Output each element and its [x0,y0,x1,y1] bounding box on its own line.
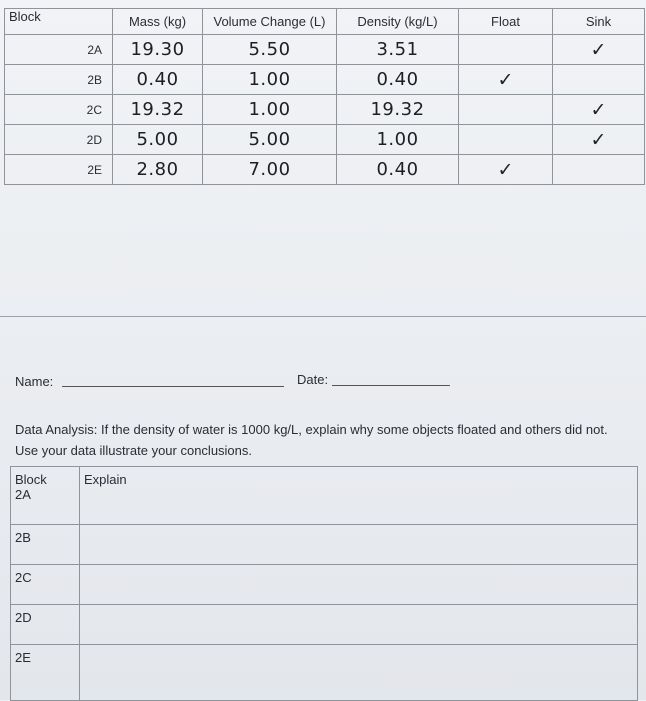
row-density: 0.40 [337,155,459,185]
table-row [5,155,645,185]
header-density: Density (kg/L) [337,9,459,35]
table-row [11,605,638,645]
table-row [11,525,638,565]
date-field-line[interactable] [332,385,450,386]
prompt-line-2: Use your data illustrate your conclusions. [15,443,253,458]
table-row [5,35,645,65]
analysis-explain-cell[interactable] [80,605,638,645]
row-mass: 19.30 [113,35,203,65]
analysis-row-label: 2B [11,525,80,565]
name-field-line[interactable] [62,386,284,387]
row-sink-check: ✓ [553,95,645,125]
date-label: Date: [297,372,329,387]
row-sink-check: ✓ [553,125,645,155]
row-float-check: ✓ [459,155,553,185]
row-float-check: ✓ [459,65,553,95]
row-block: 2A [5,35,113,65]
row-mass: 2.80 [113,155,203,185]
analysis-header-explain: Explain [84,472,127,487]
row-block: 2B [5,65,113,95]
header-volume: Volume Change (L) [203,9,337,35]
data-analysis-prompt [15,419,640,461]
row-sink-check [553,65,645,95]
prompt-line-1: Data Analysis: If the density of water is 1000 kg/L, explain why some objects floated and others did not. [15,422,608,437]
results-table [4,8,645,185]
analysis-block-cell [11,467,80,525]
analysis-row-label: 2C [11,565,80,605]
header-float: Float [459,9,553,35]
section-divider [0,316,646,317]
row-sink-check: ✓ [553,35,645,65]
analysis-header-block: Block [15,472,47,487]
analysis-explain-cell[interactable] [80,565,638,605]
analysis-row-label: 2E [11,645,80,701]
row-mass: 0.40 [113,65,203,95]
row-volume: 1.00 [203,65,337,95]
table-row [5,125,645,155]
row-float-check [459,35,553,65]
row-sink-check [553,155,645,185]
row-density: 0.40 [337,65,459,95]
analysis-explain-cell[interactable] [80,525,638,565]
header-mass: Mass (kg) [113,9,203,35]
row-volume: 5.50 [203,35,337,65]
header-block: Block [5,9,113,35]
row-volume: 7.00 [203,155,337,185]
table-row [11,467,638,525]
analysis-row-label: 2A [15,487,31,502]
analysis-explain-cell[interactable] [80,645,638,701]
row-density: 19.32 [337,95,459,125]
analysis-explain-cell[interactable] [80,467,638,525]
table-row [11,645,638,701]
row-float-check [459,95,553,125]
row-volume: 1.00 [203,95,337,125]
row-density: 3.51 [337,35,459,65]
table-row [5,65,645,95]
table-row [5,95,645,125]
name-label: Name: [15,374,54,389]
analysis-table [10,466,638,701]
table-row [11,565,638,605]
row-volume: 5.00 [203,125,337,155]
row-block: 2C [5,95,113,125]
row-float-check [459,125,553,155]
analysis-row-label: 2D [11,605,80,645]
row-block: 2D [5,125,113,155]
row-block: 2E [5,155,113,185]
row-mass: 19.32 [113,95,203,125]
header-sink: Sink [553,9,645,35]
row-mass: 5.00 [113,125,203,155]
results-header-row [5,9,645,35]
row-density: 1.00 [337,125,459,155]
